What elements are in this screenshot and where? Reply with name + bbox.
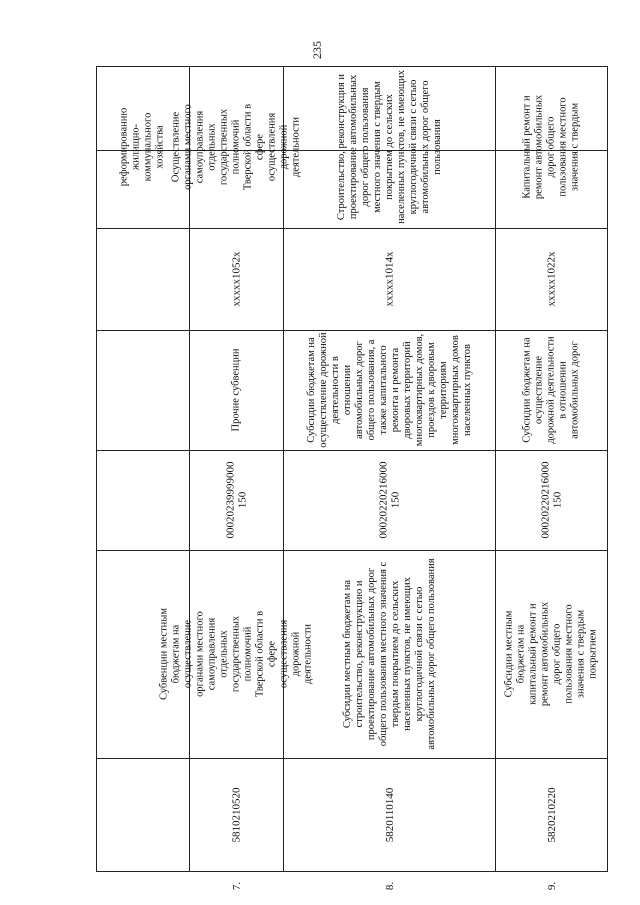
row-2-kvr: xxxxx1014x bbox=[383, 251, 396, 307]
row-2-name: Субсидии местным бюджетам на строительство, реконструкцию и проектирование автомобильных дорог общего пользования местного значения с твердым покрытием до сельских населенных пунктов, не имеющих круглогодичной связи с сетью автомобильных дорог общего пользования bbox=[341, 558, 437, 750]
row-2-code: 5820110140 bbox=[383, 787, 396, 842]
row-2-subsidy: Субсидии бюджетам на осуществление дорожной деятельности в отношении автомобильных дорог общего пользования, а также капитального ремонта и ремонта дворовых территорий многоквартирных домов, проездов к дворовым территориям многоквартирных домов населенных пунктов bbox=[305, 332, 473, 448]
page-number: 235 bbox=[310, 41, 324, 59]
row-1-number: 7. bbox=[230, 881, 243, 891]
row-1-code: 5810210520 bbox=[230, 787, 243, 842]
row-1-kvr: xxxxx1052x bbox=[230, 251, 243, 307]
row-3-number: 9. bbox=[545, 881, 558, 891]
row-3-code: 5820210220 bbox=[545, 787, 558, 842]
row-2-purpose: Строительство, реконструкция и проектирование автомобильных дорог общего пользования местного значения с твердым покрытием до сельских населенных пунктов, не имеющих круглогодичной связи с сетью автомобильных дорог общего пользования bbox=[335, 70, 443, 224]
row-0-purpose: реформированию жилищно-коммунального хозяйства bbox=[118, 107, 166, 187]
row-1-subsidy: Прочие субвенции bbox=[230, 348, 242, 432]
row-2-number: 8. bbox=[383, 881, 396, 891]
row-3-kbk: 00020220216000 150 bbox=[539, 461, 564, 539]
row-3-purpose: Капитальный ремонт и ремонт автомобильных дорог общего пользования местного значения с твердым bbox=[521, 94, 581, 200]
row-1-kbk: 00020239999000 150 bbox=[224, 461, 249, 539]
row-3-name: Субсидии местным бюджетам на капитальный ремонт и ремонт автомобильных дорог общего пользования местного значения с твердым покрытием bbox=[503, 601, 599, 707]
row-3-subsidy: Субсидии бюджетам на осуществление дорожной деятельности в отношении автомобильных дорог bbox=[521, 336, 581, 444]
row-1-purpose: Осуществление органами местного самоуправления отдельных государственных полномочий Тверской области в сфере осуществления дорожной деятельности bbox=[170, 103, 302, 191]
row-2-kbk: 00020220216000 150 bbox=[377, 461, 402, 539]
row-3-kvr: xxxxx1022x bbox=[545, 251, 558, 307]
row-1-name: Субвенции местным бюджетам на осуществление органами местного самоуправления отдельных государственных полномочий Тверской области в сфере осуществления дорожной деятельности bbox=[158, 608, 314, 700]
subsidy-table bbox=[96, 66, 608, 872]
